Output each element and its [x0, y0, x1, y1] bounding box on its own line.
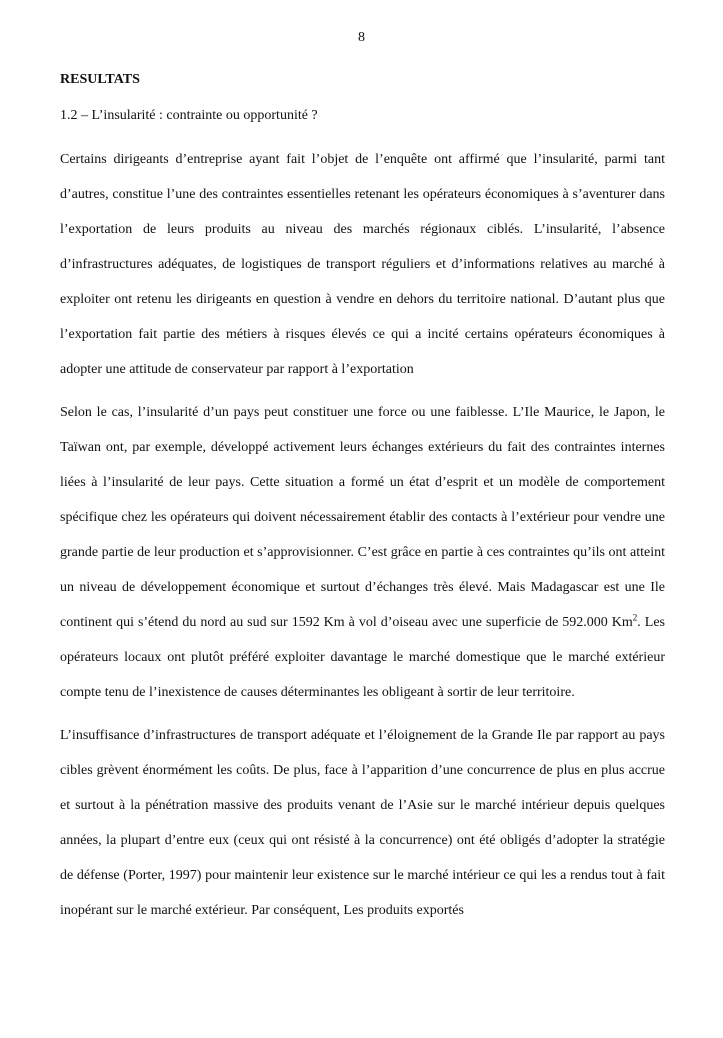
page-number: 8 — [358, 30, 365, 45]
section-heading: RESULTATS — [60, 72, 140, 87]
paragraph-2-text-start: Selon le cas, l’insularité d’un pays peut constituer une force ou une faiblesse. L’Ile Maurice, le Japon, le Taïwan ont, par exemple, développé activement leurs échanges extérieurs du fait des contraintes internes liées à l’insularité de leur pays. Cette situation a formé un état d’esprit et un modèle de comportement spécifique chez les opérateurs qui doivent nécessairement établir des contacts à l’extérieur pour vendre une grande partie de leur production et s’approvisionner. C’est grâce en partie à ces contraintes qu’ils ont atteint un niveau de développement économique et surtout d’échanges très élevé. Mais Madagascar est une Ile continent qui s’étend du nord au sud sur 1592 Km à vol d’oiseau avec une superficie de 592.000 Km — [60, 405, 665, 630]
paragraph-1: Certains dirigeants d’entreprise ayant fait l’objet de l’enquête ont affirmé que l’insularité, parmi tant d’autres, constitue l’une des contraintes essentielles retenant les opérateurs économiques à s’aventurer dans l’exportation de leurs produits au niveau des marchés régionaux ciblés. L’insularité, l’absence d’infrastructures adéquates, de logistiques de transport réguliers et d’informations relatives au marché à exploiter ont retenu les dirigeants en question à vendre en dehors du territoire national. D’autant plus que l’exportation fait partie des métiers à risques élevés ce qui a incité certains opérateurs économiques à adopter une attitude de conservateur par rapport à l’exportation — [60, 152, 665, 377]
subsection-heading: 1.2 – L’insularité : contrainte ou opportunité ? — [60, 108, 318, 123]
paragraph-2 — [60, 395, 665, 710]
paragraph-3: L’insuffisance d’infrastructures de transport adéquate et l’éloignement de la Grande Ile par rapport au pays cibles grèvent énormément les coûts. De plus, face à l’apparition d’une concurrence de plus en plus accrue et surtout à la pénétration massive des produits venant de l’Asie sur le marché intérieur depuis quelques années, la plupart d’entre eux (ceux qui ont résisté à la concurrence) ont été obligés d’adopter la stratégie de défense (Porter, 1997) pour maintenir leur existence sur le marché intérieur ce qui les a rendus tout à fait inopérant sur le marché extérieur. Par conséquent, Les produits exportés — [60, 728, 665, 918]
paragraph-2-text-end: . Les opérateurs locaux ont plutôt préféré exploiter davantage le marché domestique que le marché extérieur compte tenu de l’inexistence de causes déterminantes les obligeant à sortir de leur territoire. — [60, 615, 665, 700]
page-content — [60, 72, 665, 936]
superscript-2: 2 — [632, 612, 638, 623]
